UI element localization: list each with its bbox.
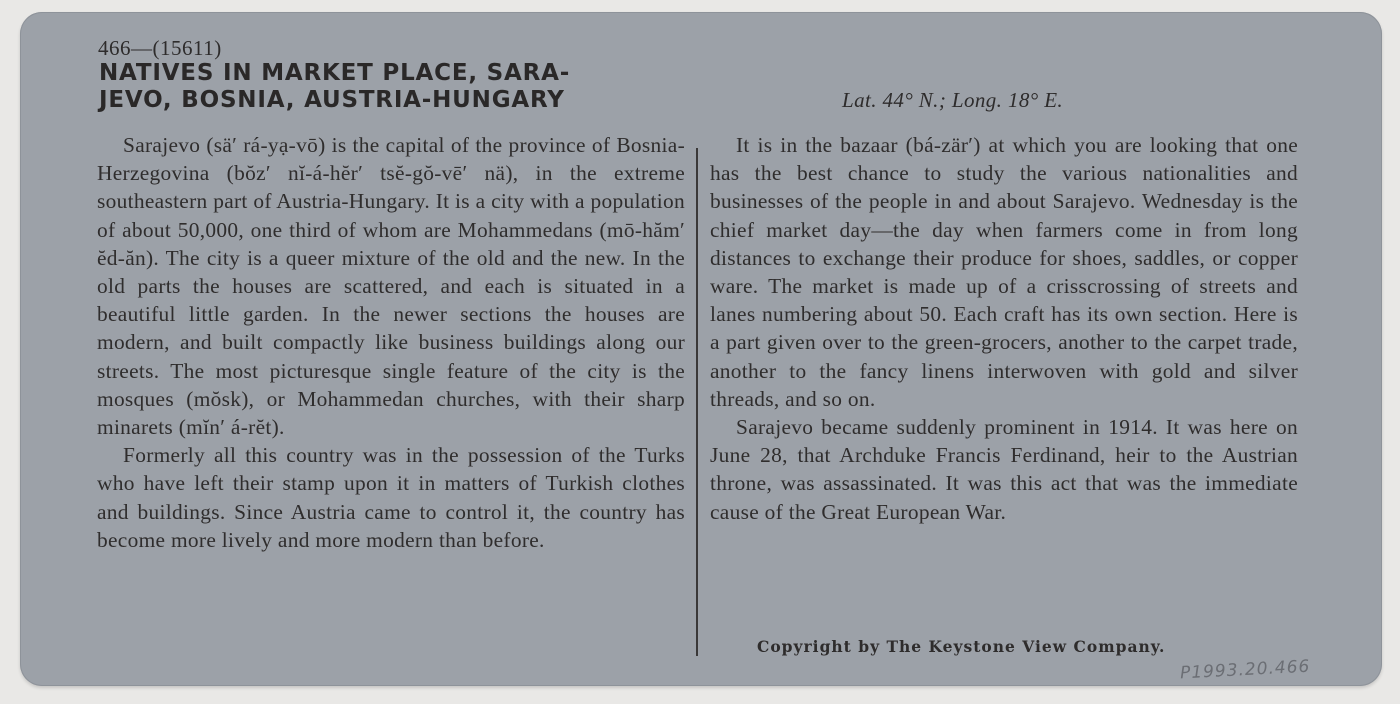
left-text-column <box>97 131 685 554</box>
right-paragraph-2: Sarajevo became suddenly prominent in 1914. It was here on June 28, that Archduke Francis Ferdinand, heir to the Austrian throne, was assassinated. It was this act that was the immediate cause of the Great European War. <box>710 415 1298 524</box>
latitude-longitude: Lat. 44° N.; Long. 18° E. <box>842 88 1064 112</box>
column-divider <box>696 148 698 656</box>
card-title-line2: JEVO, BOSNIA, AUSTRIA-HUNGARY <box>99 87 565 113</box>
accession-number: P1993.20.466 <box>1179 656 1311 684</box>
card-title <box>99 60 699 114</box>
card-title-line1: NATIVES IN MARKET PLACE, SARA- <box>99 60 571 86</box>
left-paragraph-1: Sarajevo (sä′ rá-yạ-vō) is the capital of the province of Bosnia-Herzegovina (bŏz′ nĭ-á-hĕr′ tsĕ-gŏ-vē′ nä), in the extreme southeastern part of Austria-Hungary. It is a city with a population of about 50,000, one third of whom are Mohammedans (mō-hăm′ ĕd-ăn). The city is a queer mixture of the old and the new. In the old parts the houses are scattered, and each is situated in a beautiful little garden. In the newer sections the houses are modern, and built compactly like business buildings along our streets. The most picturesque single feature of the city is the mosques (mŏsk), or Mohammedan churches, with their sharp minarets (mĭn′ á-rĕt). <box>97 133 685 440</box>
right-text-column <box>710 131 1298 526</box>
right-paragraph-1: It is in the bazaar (bá-zär′) at which you are looking that one has the best chance to study the various nationalities and businesses of the people in and about Sarajevo. Wednesday is the chief market day—the day when farmers come in from long distances to exchange their produce for shoes, saddles, or copper ware. The market is made up of a crisscrossing of streets and lanes numbering about 50. Each craft has its own section. Here is a part given over to the green-grocers, another to the carpet trade, another to the fancy linens interwoven with gold and silver threads, and so on. <box>710 133 1298 411</box>
copyright-notice: Copyright by The Keystone View Company. <box>757 637 1166 656</box>
catalog-number: 466—(15611) <box>98 36 222 60</box>
left-paragraph-2: Formerly all this country was in the possession of the Turks who have left their stamp upon it in matters of Turkish clothes and buildings. Since Austria came to control it, the country has become more lively and more modern than before. <box>97 443 685 552</box>
